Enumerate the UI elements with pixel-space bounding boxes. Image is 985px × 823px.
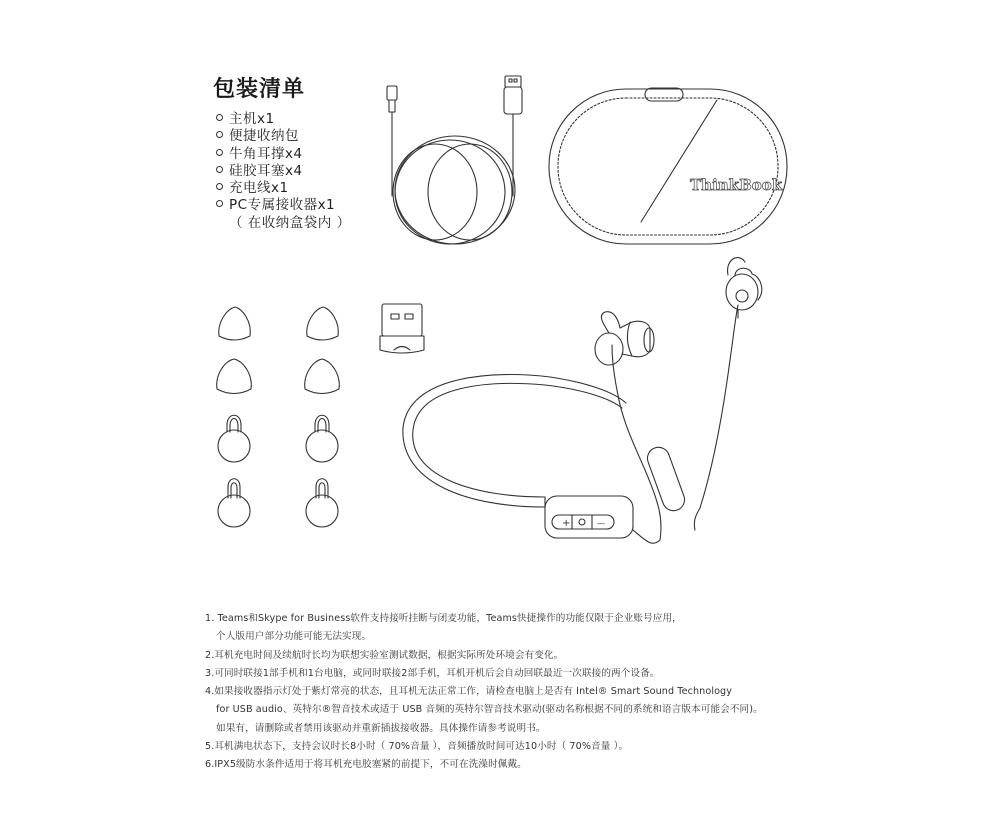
volume-up-symbol: + — [562, 518, 571, 529]
usb-a-plug — [505, 76, 521, 87]
micro-usb-neck — [389, 100, 395, 112]
cable-coil — [395, 140, 505, 244]
package-item-label: 便捷收纳包 — [229, 128, 299, 145]
ear-tip — [305, 359, 340, 394]
footnote-line: 如果有，请删除或者禁用该驱动并重新插拔接收器。具体操作请参考说明书。 — [216, 722, 546, 734]
inline-battery-pod — [644, 444, 687, 514]
footnote-line: 2.耳机充电时间及续航时长均为联想实验室测试数据，根据实际所处环境会有变化。 — [205, 649, 564, 661]
package-item-label: 主机x1 — [229, 111, 275, 127]
right-cable — [700, 305, 738, 508]
footnote-line: 6.IPX5级防水条件适用于将耳机充电胶塞紧的前提下，不可在洗澡时佩戴。 — [205, 759, 527, 771]
package-item-label: 硅胶耳塞x4 — [229, 162, 303, 179]
usb-a-pin — [514, 79, 517, 82]
left-earbud — [595, 312, 654, 365]
case-logo: ThinkBook — [690, 176, 783, 194]
footnote-line: 3.可同时联接1部手机和1台电脑，或同时联接2部手机，耳机开机后会自动回联最近一次联接的两个设备。 — [205, 667, 660, 679]
page-title: 包装清单 — [213, 77, 306, 102]
micro-usb-connector — [387, 86, 397, 100]
volume-down-symbol: — — [597, 519, 605, 528]
footnote-line: 4.如果接收器指示灯处于紫灯常亮的状态，且耳机无法正常工作，请检查电脑上是否有 Intel® Smart Sound Technology — [205, 686, 733, 698]
ear-tip — [217, 359, 252, 394]
silicone-ear-tips-illustration — [217, 307, 340, 394]
ear-hook-wing — [728, 258, 745, 275]
case-stitching — [558, 98, 778, 235]
charging-cable-illustration — [387, 76, 522, 244]
footnotes — [205, 610, 763, 775]
neckband-outer — [413, 383, 622, 497]
carrying-case-illustration — [549, 88, 787, 244]
footnote-line: 5.耳机满电状态下，支持会议时长8小时（ 70%音量 ），音频播放时间可达10小时（ 70%音量 ）。 — [205, 741, 629, 753]
remote-control-pod — [545, 496, 633, 538]
case-zipper-pull — [645, 88, 683, 101]
cable-segment — [633, 530, 660, 543]
left-cable — [612, 345, 661, 540]
cable-segment — [694, 508, 700, 530]
usb-a-housing — [504, 87, 522, 114]
package-item-label: PC专属接收器x1 — [229, 197, 336, 214]
right-earbud — [726, 258, 762, 318]
usb-a-pin — [509, 79, 512, 82]
neckband-headphones-illustration — [403, 258, 762, 544]
power-button-icon — [579, 519, 585, 525]
ear-hook — [306, 415, 338, 462]
ear-hooks-illustration — [218, 415, 338, 527]
ear-tip — [307, 307, 339, 340]
package-note: （ 在收纳盒袋内 ） — [229, 214, 351, 231]
package-item-label: 牛角耳撑x4 — [229, 145, 303, 162]
ear-tip — [219, 307, 251, 340]
package-item-label: 充电线x1 — [229, 180, 289, 197]
ear-hook — [218, 479, 250, 527]
footnote-line: 个人版用户部分功能可能无法实现。 — [216, 631, 372, 643]
footnote-line: for USB audio、英特尔®智音技术或适于 USB 音频的英特尔智音技术驱动(驱动名称根据不同的系统和语言版本可能会不同)。 — [216, 704, 763, 716]
ear-hook — [306, 479, 338, 527]
cable-coil — [395, 136, 515, 244]
usb-receiver-illustration — [380, 304, 424, 353]
case-seam — [641, 100, 717, 222]
footnote-line: 1. Teams和Skype for Business软件支持接听挂断与闭麦功能，Teams快捷操作的功能仅限于企业账号应用， — [205, 613, 682, 624]
ear-hook — [218, 415, 250, 462]
